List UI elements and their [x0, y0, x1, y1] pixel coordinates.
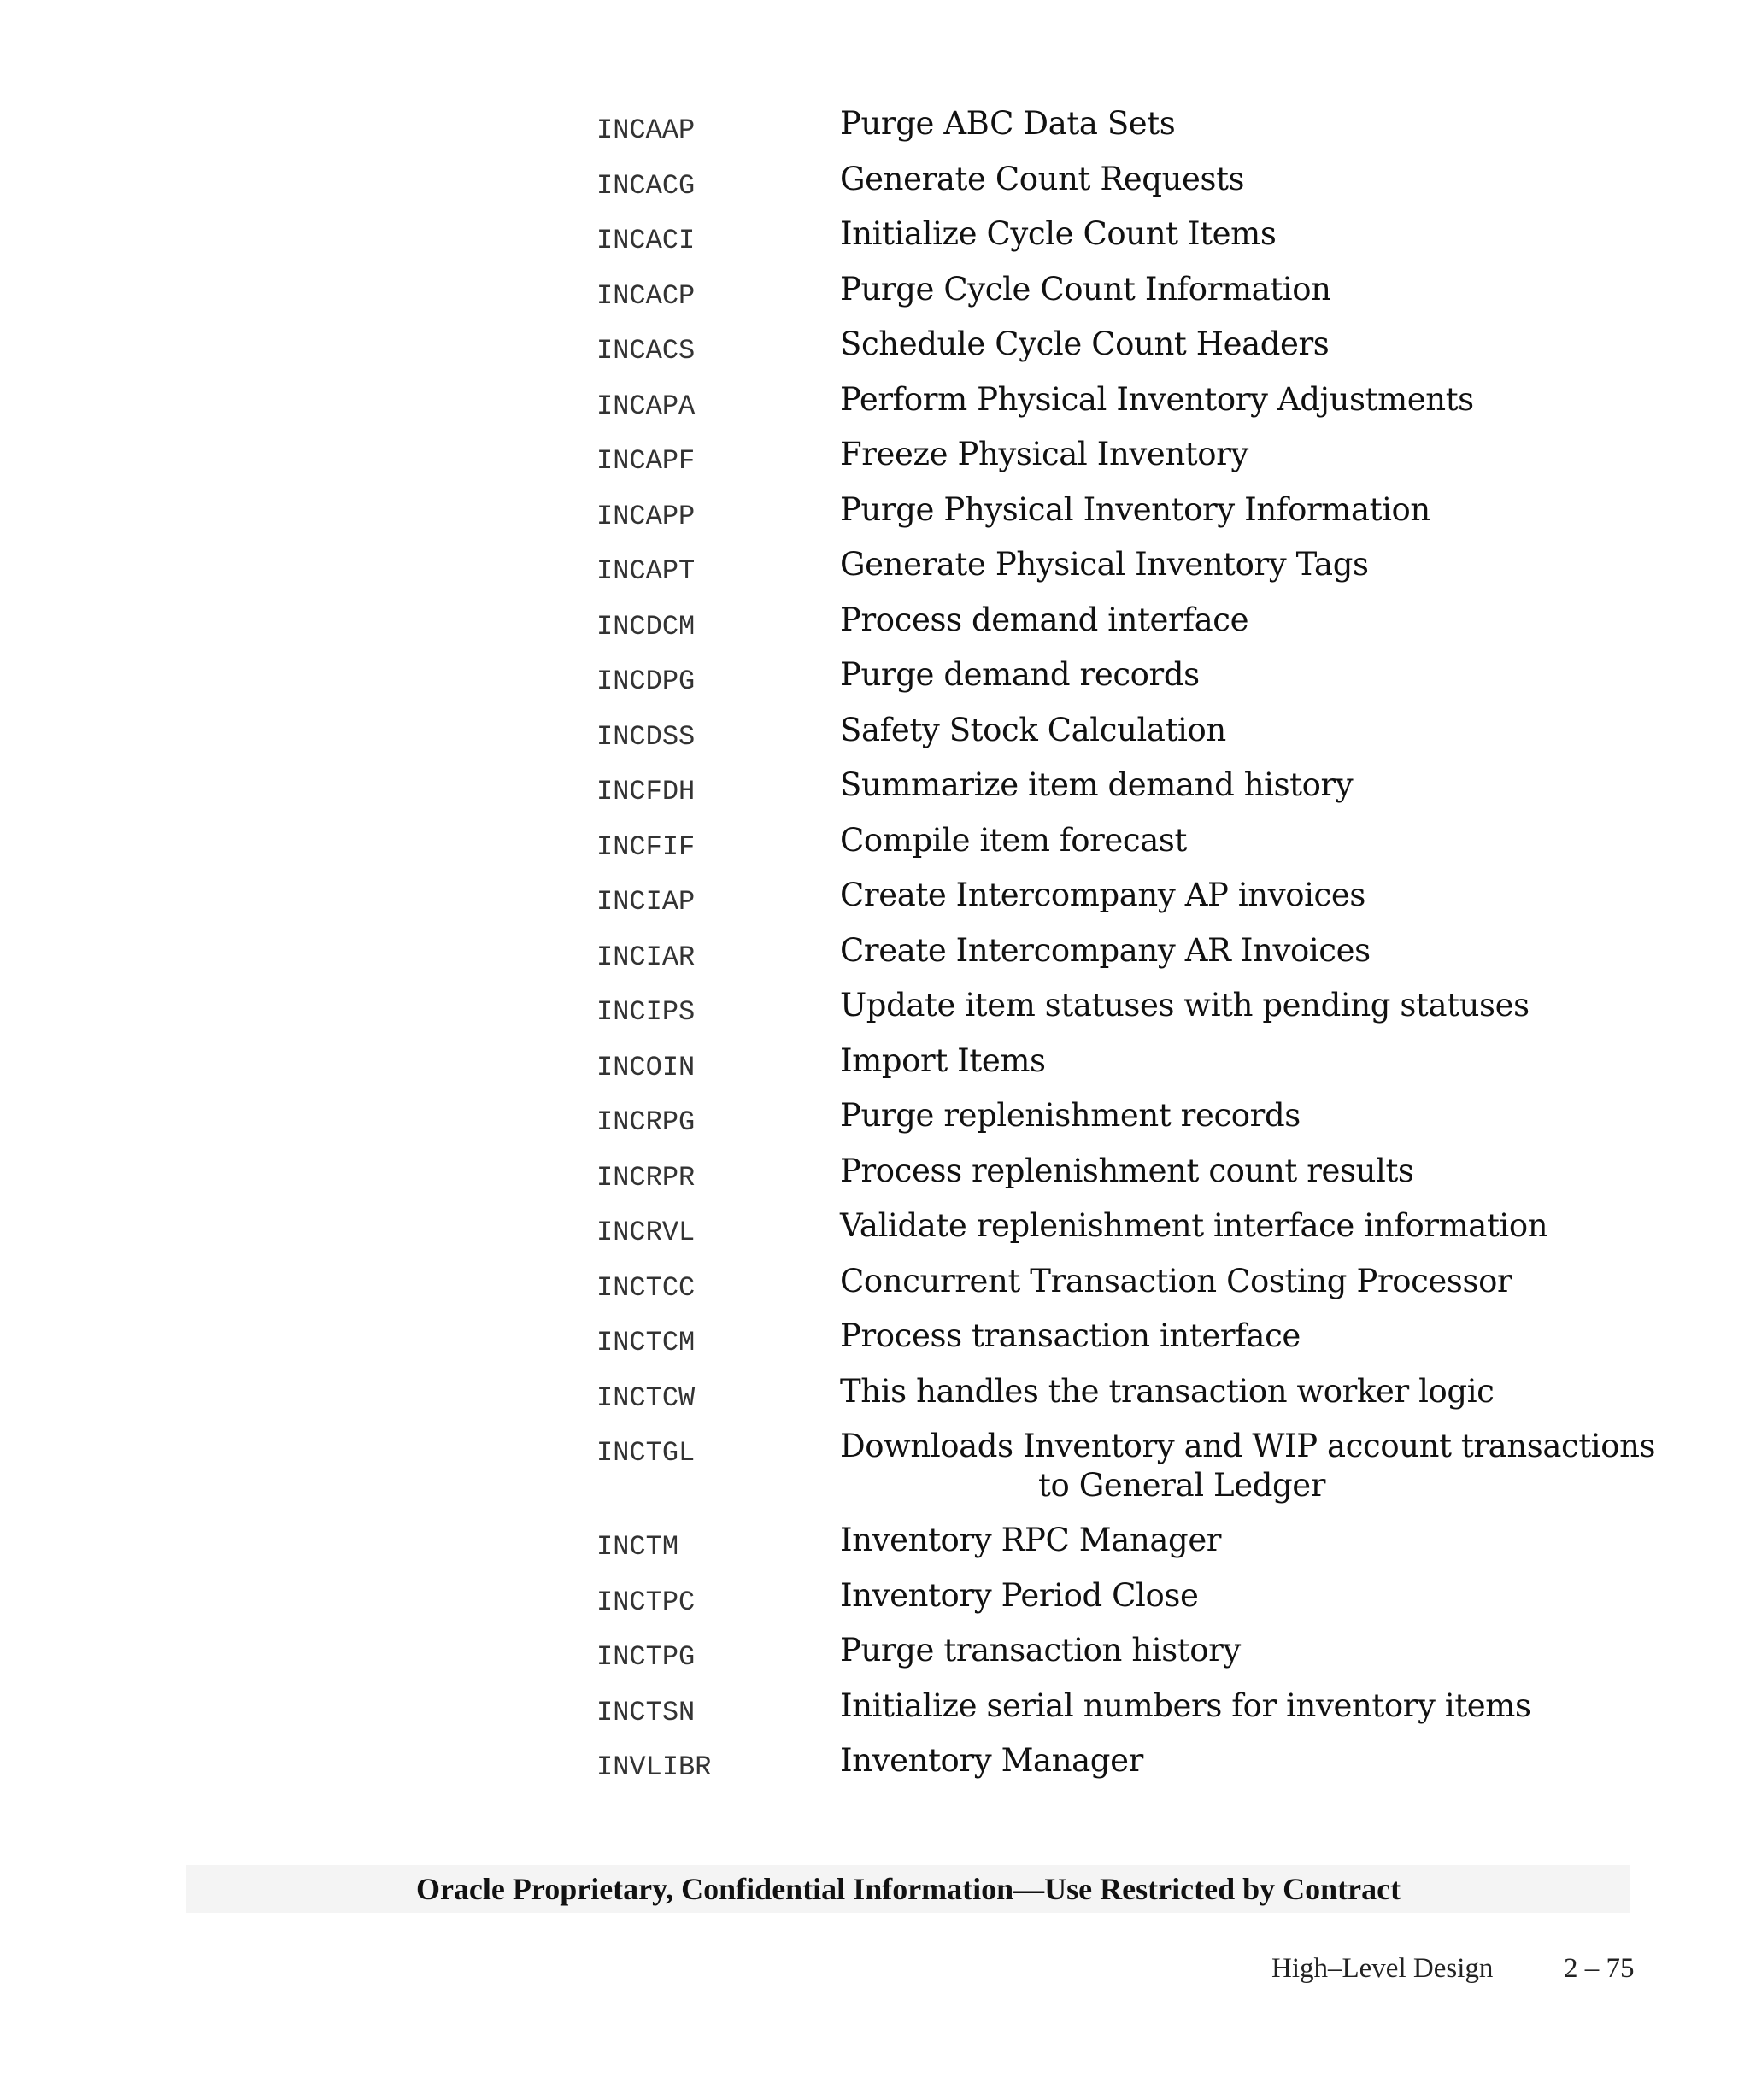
program-description: Perform Physical Inventory Adjustments — [840, 380, 1474, 418]
list-item — [0, 104, 1750, 160]
program-code: INCDSS — [596, 720, 696, 753]
program-code: INCTCM — [596, 1327, 696, 1358]
list-item — [0, 270, 1750, 326]
program-code: INCTSN — [596, 1696, 696, 1728]
program-code: INCTM — [596, 1531, 679, 1563]
program-description — [840, 1427, 1656, 1505]
program-description: Schedule Cycle Count Headers — [840, 326, 1330, 362]
program-description: Safety Stock Calculation — [840, 711, 1226, 748]
list-item — [0, 1372, 1750, 1428]
list-item — [0, 711, 1750, 766]
list-item — [0, 1096, 1750, 1152]
program-description: Concurrent Transaction Costing Processor — [840, 1262, 1512, 1299]
list-item — [0, 1631, 1750, 1686]
list-item — [0, 1152, 1750, 1207]
program-description: Inventory Manager — [840, 1742, 1143, 1779]
program-description: Purge demand records — [840, 656, 1200, 693]
program-code: INCRPG — [596, 1106, 696, 1138]
program-description: Process demand interface — [840, 601, 1249, 638]
program-description: Generate Count Requests — [840, 160, 1245, 197]
program-description: Purge transaction history — [840, 1632, 1241, 1669]
list-item — [0, 1317, 1750, 1372]
program-description: Process replenishment count results — [840, 1152, 1414, 1189]
confidentiality-banner: Oracle Proprietary, Confidential Information––Use Restricted by Contract — [186, 1865, 1630, 1913]
program-code: INCAAP — [596, 114, 696, 146]
program-code: INCAPF — [596, 445, 696, 477]
program-description: Purge Cycle Count Information — [840, 270, 1331, 308]
program-description: Update item statuses with pending statuses — [840, 987, 1530, 1024]
program-description-line: Downloads Inventory and WIP account transactions — [840, 1428, 1656, 1464]
program-code: INVLIBR — [596, 1751, 712, 1783]
program-code: INCFIF — [596, 830, 696, 863]
program-code: INCAPA — [596, 390, 696, 422]
program-code: INCAPP — [596, 500, 696, 532]
program-code: INCRPR — [596, 1161, 696, 1194]
program-description-continuation: to General Ledger — [1038, 1467, 1326, 1504]
program-code: INCAPT — [596, 555, 696, 587]
program-code: INCTPC — [596, 1586, 696, 1618]
program-description: Summarize item demand history — [840, 766, 1354, 803]
program-description: Inventory Period Close — [840, 1576, 1199, 1614]
program-code: INCTCC — [596, 1271, 696, 1304]
program-description: Import Items — [840, 1041, 1046, 1079]
list-item — [0, 214, 1750, 270]
list-item — [0, 766, 1750, 821]
list-item — [0, 821, 1750, 877]
program-description: Inventory RPC Manager — [840, 1522, 1222, 1558]
program-description: Create Intercompany AR Invoices — [840, 931, 1371, 969]
program-code: INCDCM — [596, 610, 696, 642]
program-description: Validate replenishment interface information — [840, 1207, 1548, 1244]
list-item — [0, 1576, 1750, 1632]
list-item — [0, 601, 1750, 656]
list-item — [0, 1262, 1750, 1317]
program-description: This handles the transaction worker logic — [840, 1372, 1495, 1410]
list-item — [0, 1041, 1750, 1097]
program-code: INCOIN — [596, 1051, 696, 1083]
list-item — [0, 931, 1750, 987]
program-code: INCTCW — [596, 1381, 696, 1414]
program-description: Initialize serial numbers for inventory items — [840, 1686, 1531, 1724]
program-description: Initialize Cycle Count Items — [840, 215, 1277, 252]
program-code: INCRVL — [596, 1217, 696, 1248]
program-code: INCTPG — [596, 1641, 696, 1673]
footer-section-title: High–Level Design — [1271, 1953, 1494, 1984]
list-item — [0, 1206, 1750, 1262]
list-item — [0, 160, 1750, 215]
list-item — [0, 325, 1750, 380]
list-item — [0, 1427, 1750, 1521]
program-code: INCDPG — [596, 666, 696, 697]
program-description: Freeze Physical Inventory — [840, 436, 1248, 472]
program-description: Create Intercompany AP invoices — [840, 877, 1365, 913]
list-item — [0, 435, 1750, 490]
program-description: Process transaction interface — [840, 1317, 1301, 1354]
list-item — [0, 876, 1750, 931]
program-code: INCIAR — [596, 941, 696, 973]
program-description: Purge replenishment records — [840, 1097, 1301, 1134]
program-description: Purge ABC Data Sets — [840, 105, 1176, 142]
page-number: 2 – 75 — [1564, 1953, 1635, 1984]
list-item — [0, 1521, 1750, 1576]
program-description: Generate Physical Inventory Tags — [840, 546, 1369, 583]
program-list — [0, 104, 1750, 1797]
list-item — [0, 545, 1750, 601]
list-item — [0, 1686, 1750, 1742]
list-item — [0, 490, 1750, 546]
program-code: INCACS — [596, 335, 696, 367]
program-code: INCIAP — [596, 886, 696, 918]
program-code: INCACP — [596, 279, 696, 312]
program-code: INCFDH — [596, 776, 696, 807]
program-code: INCACG — [596, 169, 696, 202]
program-code: INCIPS — [596, 996, 696, 1028]
list-item — [0, 1741, 1750, 1797]
program-description: Purge Physical Inventory Information — [840, 490, 1430, 528]
list-item — [0, 380, 1750, 436]
program-code: INCACI — [596, 225, 696, 256]
list-item — [0, 655, 1750, 711]
list-item — [0, 986, 1750, 1041]
program-description: Compile item forecast — [840, 821, 1187, 859]
program-code: INCTGL — [596, 1437, 696, 1469]
